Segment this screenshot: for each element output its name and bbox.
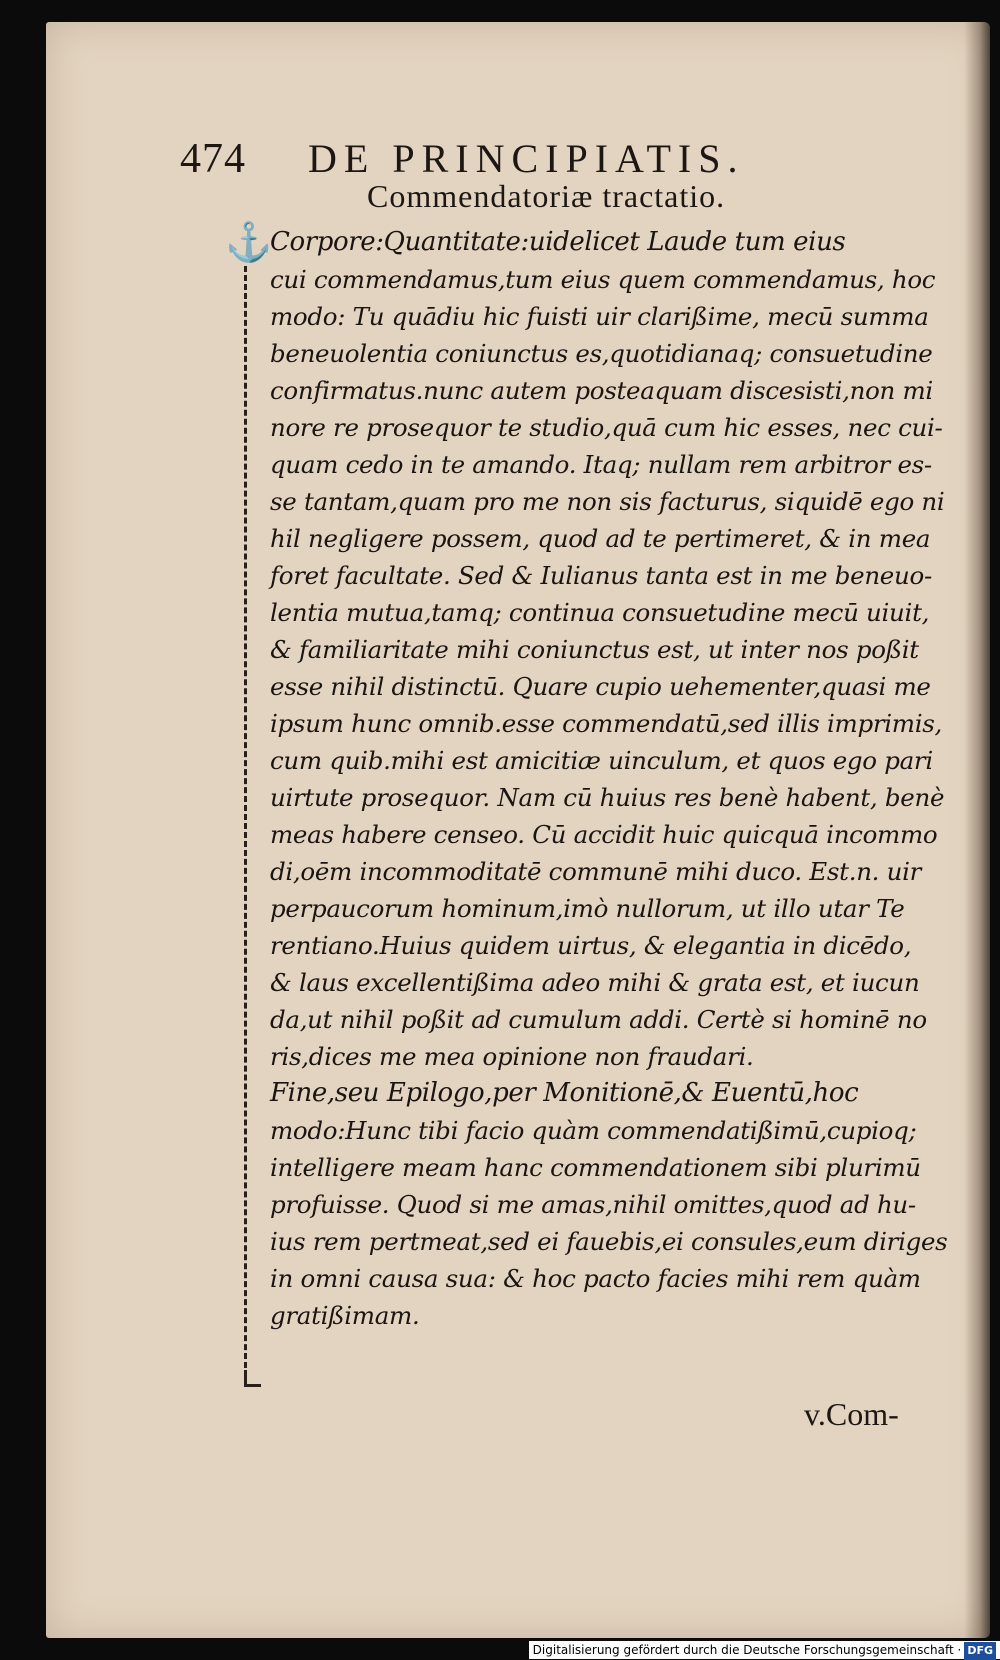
text-line: ipsum hunc omnib.esse commendatū,sed illis imprimis, [270,709,943,738]
text-line: & familiaritate mihi coniunctus est, ut inter nos poßit [270,635,919,664]
text-line: hil negligere possem, quod ad te pertimeret, & in mea [270,524,931,553]
text-line: esse nihil distinctū. Quare cupio uehementer,quasi me [270,672,931,701]
text-line: lentia mutua,tamq; continua consuetudine mecū uiuit, [270,598,930,627]
digitization-credit [529,1641,1000,1659]
text-line: Fine,seu Epilogo,per Monitionē,& Euentū,hoc [270,1078,859,1108]
text-line: modo: Tu quādiu hic fuisti uir clarißime, mecū summa [270,302,929,331]
text-line: di,oēm incommoditatē communē mihi duco. Est.n. uir [270,857,922,886]
anchor-marker-icon: ⚓ [225,220,273,264]
section-subtitle: Commendatoriæ tractatio. [367,178,726,214]
text-line: confirmatus.nunc autem posteaquam discesisti,non mi [270,376,933,405]
text-line: beneuolentia coniunctus es,quotidianaq; consuetudine [270,339,933,368]
text-line: nore re prosequor te studio,quā cum hic esses, nec cui- [270,413,943,442]
text-line: da,ut nihil poßit ad cumulum addi. Certè si hominē no [270,1005,927,1034]
margin-bracket [244,266,250,1386]
catchword: v.Com- [804,1396,899,1432]
credit-text: Digitalisierung gefördert durch die Deutsche Forschungsgemeinschaft · [532,1643,962,1657]
text-line: foret facultate. Sed & Iulianus tanta est in me beneuo- [270,561,932,590]
margin-bracket-foot [244,1370,261,1387]
dfg-logo: DFG [964,1642,996,1660]
text-line: uirtute prosequor. Nam cū huius res benè habent, benè [270,783,945,812]
text-line: profuisse. Quod si me amas,nihil omittes,quod ad hu- [270,1190,916,1219]
text-line: intelligere meam hanc commendationem sibi plurimū [270,1153,921,1182]
text-line: perpaucorum hominum,imò nullorum, ut illo utar Te [270,894,905,923]
text-line: cui commendamus,tum eius quem commendamus, hoc [270,265,936,294]
text-line: cum quib.mihi est amicitiæ uinculum, et quos ego pari [270,746,933,775]
text-body [270,224,948,1334]
page-number: 474 [180,136,246,182]
text-line: ris,dices me mea opinione non fraudari. [270,1042,754,1071]
text-line: se tantam,quam pro me non sis facturus, siquidē ego ni [270,487,945,516]
text-line: & laus excellentißima adeo mihi & grata est, et iucun [270,968,920,997]
text-line: ius rem pertmeat,sed ei fauebis,ei consules,eum diriges [270,1227,948,1256]
text-line: gratißimam. [270,1301,420,1330]
text-line: Corpore:Quantitate:uidelicet Laude tum eius [270,227,846,257]
text-line: quam cedo in te amando. Itaq; nullam rem arbitror es- [270,450,932,479]
running-head-title: DE PRINCIPIATIS. [308,136,745,181]
page-spine-shadow [964,22,990,1638]
text-line: modo:Hunc tibi facio quàm commendatißimū,cupioq; [270,1116,917,1145]
text-line: rentiano.Huius quidem uirtus, & elegantia in dicēdo, [270,931,912,960]
text-line: in omni causa sua: & hoc pacto facies mihi rem quàm [270,1264,921,1293]
text-line: meas habere censeo. Cū accidit huic quicquā incommo [270,820,938,849]
